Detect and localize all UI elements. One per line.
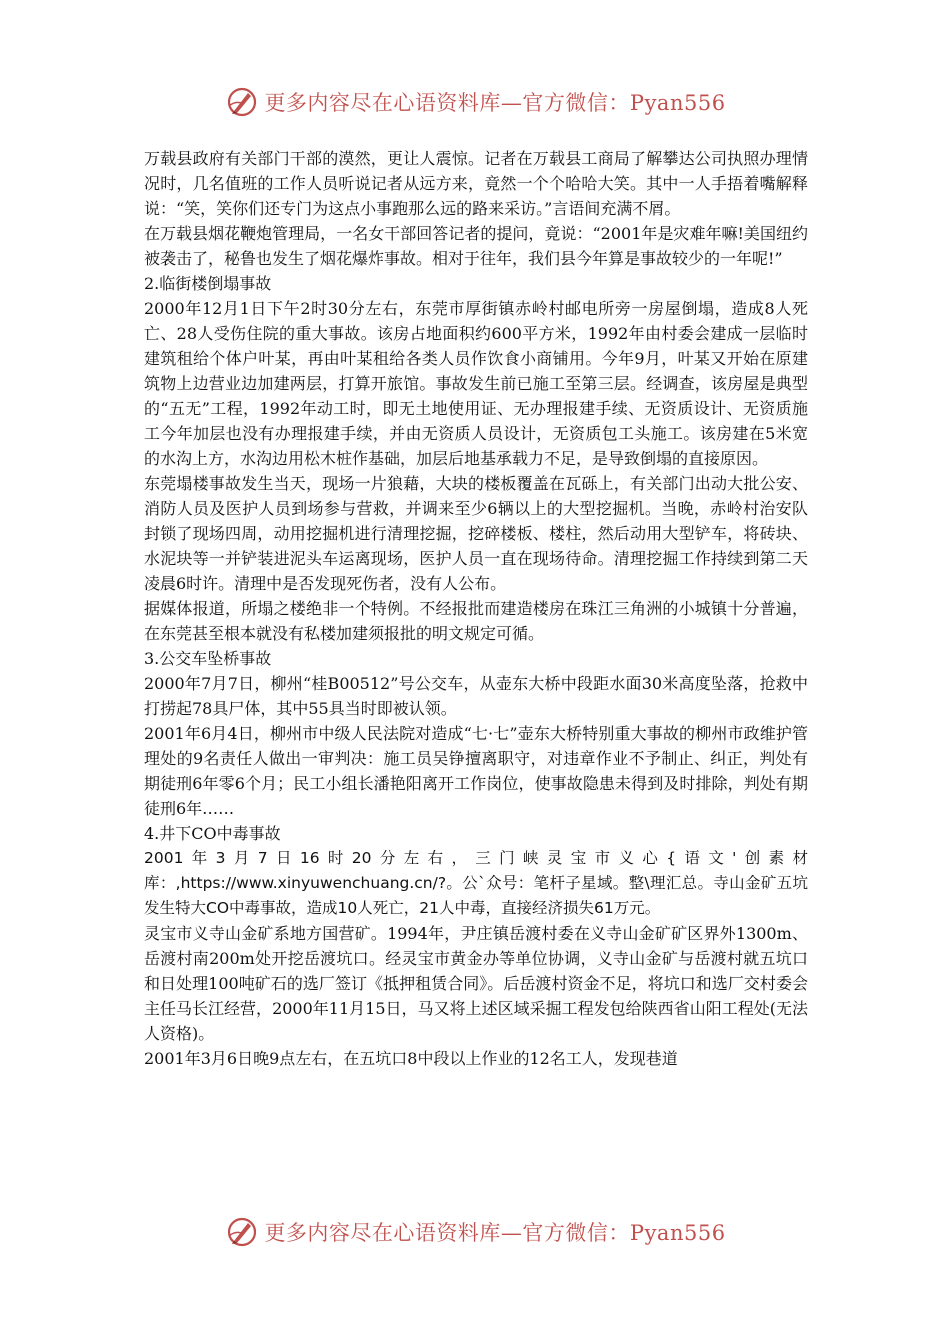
section-heading: 2.临街楼倒塌事故	[144, 274, 272, 293]
paragraph: 在万载县烟花鞭炮管理局，一名女干部回答记者的提问，竟说：“2001年是灾难年嘛!美国纽约被袭击了，秘鲁也发生了烟花爆炸事故。相对于往年，我们县今年算是事故较少的一年呢!”	[144, 224, 808, 268]
pen-circle-logo-icon	[224, 1214, 260, 1250]
paragraph: 2000年12月1日下午2时30分左右，东莞市厚街镇赤岭村邮电所旁一房屋倒塌，造成8人死亡、28人受伤住院的重大事故。该房占地面积约600平方米，1992年由村委会建成一层临时建筑租给个体户叶某，再由叶某租给各类人员作饮食小商铺用。今年9月，叶某又开始在原建筑物上边营业边加建两层，打算开旅馆。事故发生前已施工至第三层。经调查，该房屋是典型的“五无”工程，1992年动工时，即无土地使用证、无办理报建手续、无资质设计、无资质施工今年加层也没有办理报建手续，并由无资质人员设计，无资质包工头施工。该房建在5米宽的水沟上方，水沟边用松木桩作基础，加层后地基承载力不足，是导致倒塌的直接原因。	[144, 299, 808, 468]
paragraph: 东莞塌楼事故发生当天，现场一片狼藉，大块的楼板覆盖在瓦砾上，有关部门出动大批公安、消防人员及医护人员到场参与营救，并调来至少6辆以上的大型挖掘机。当晚，赤岭村治安队封锁了现场四周，动用挖掘机进行清理挖掘，挖碎楼板、楼柱，然后动用大型铲车，将砖块、水泥块等一并铲装进泥头车运离现场，医护人员一直在现场待命。清理挖掘工作持续到第二天凌晨6时许。清理中是否发现死伤者，没有人公布。	[144, 474, 808, 593]
paragraph: 2001年3月6日晚9点左右，在五坑口8中段以上作业的12名工人，发现巷道	[144, 1049, 678, 1068]
footer-banner	[0, 1212, 950, 1252]
paragraph: 2001年3月7日16时20分左右，三门峡灵宝市义心{语文'创素材库：,https://www.xinyuwenchuang.cn/?。公`众号：笔杆子星域。整\理汇总。寺山金矿五坑发生特大CO中毒事故，造成10人死亡，21人中毒，直接经济损失61万元。	[144, 849, 808, 917]
paragraph: 2000年7月7日，柳州“桂B00512”号公交车，从壶东大桥中段距水面30米高度坠落，抢救中打捞起78具尸体，其中55具当时即被认领。	[144, 674, 808, 718]
paragraph: 万载县政府有关部门干部的漠然，更让人震惊。记者在万载县工商局了解攀达公司执照办理情况时，几名值班的工作人员听说记者从远方来，竟然一个个哈哈大笑。其中一人手捂着嘴解释说：“笑，笑你们还专门为这点小事跑那么远的路来采访。”言语间充满不屑。	[144, 149, 808, 218]
paragraph: 2001年6月4日，柳州市中级人民法院对造成“七·七”壶东大桥特别重大事故的柳州市政维护管理处的9名责任人做出一审判决：施工员吴铮擅离职守，对违章作业不予制止、纠正，判处有期徒刑6年零6个月；民工小组长潘艳阳离开工作岗位，使事故隐患未得到及时排除，判处有期徒刑6年……	[144, 724, 808, 818]
section-heading: 4.井下CO中毒事故	[144, 824, 281, 843]
article-body	[144, 146, 808, 1071]
header-banner	[0, 82, 950, 122]
pen-circle-logo-icon	[224, 84, 260, 120]
paragraph: 据媒体报道，所塌之楼绝非一个特例。不经报批而建造楼房在珠江三角洲的小城镇十分普遍，在东莞甚至根本就没有私楼加建须报批的明文规定可循。	[144, 599, 808, 643]
section-heading: 3.公交车坠桥事故	[144, 649, 272, 668]
header-banner-text: 更多内容尽在心语资料库—官方微信：Pyan556	[264, 91, 726, 115]
footer-banner-text: 更多内容尽在心语资料库—官方微信：Pyan556	[264, 1221, 726, 1245]
paragraph: 灵宝市义寺山金矿系地方国营矿。1994年，尹庄镇岳渡村委在义寺山金矿矿区界外1300m、岳渡村南200m处开挖岳渡坑口。经灵宝市黄金办等单位协调，义寺山金矿与岳渡村就五坑口和日处理100吨矿石的选厂签订《抵押租赁合同》。后岳渡村资金不足，将坑口和选厂交村委会主任马长江经营，2000年11月15日，马又将上述区域采掘工程发包给陕西省山阳工程处(无法人资格)。	[144, 924, 808, 1043]
